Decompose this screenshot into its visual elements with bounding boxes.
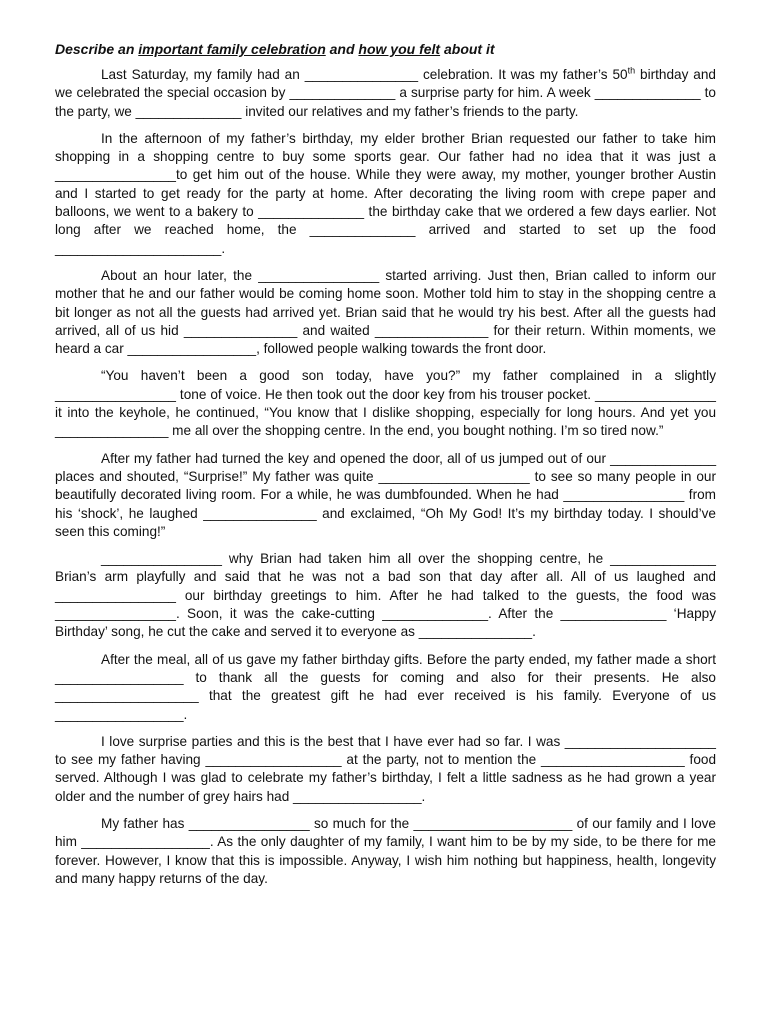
title-part-5: about it [440,41,495,57]
paragraph-6: ________________ why Brian had taken him all over the shopping centre, he ______________ Brian’s arm playfully and said that he was not a bad son that day after all. All of us laughed and ________________ our birthday greetings to him. After he had talked to the guests, the food was ________________. Soon, it was the cake-cutting ______________. After the ______________ ‘Happy Birthday’ song, he cut the cake and served it to everyone as _______________. [55,551,716,640]
paragraph-8: I love surprise parties and this is the best that I have ever had so far. I was ____________________ to see my father having __________________ at the party, not to mention the ___________________ food served. Although I was glad to celebrate my father’s birthday, I felt a little sadness as he had grown a year older and the number of grey hairs had _________________. [55,733,716,804]
paragraph-2: In the afternoon of my father’s birthday, my elder brother Brian requested our father to take him shopping in a shopping centre to buy some sports gear. Our father had no idea that it was just a ________________to get him out of the house. While they were away, my mother, younger brother Austin and I started to get ready for the party at home. After decorating the living room with crepe paper and balloons, we went to a bakery to ______________ the birthday cake that we ordered a few days earlier. Not long after we reached home, the ______________ arrived and started to set up the food ______________________. [55,130,716,256]
title-part-1: Describe an [55,41,139,57]
title-part-4: how you felt [358,41,441,57]
page-title [55,40,716,58]
paragraph-4: “You haven’t been a good son today, have you?” my father complained in a slightly ________________ tone of voice. He then took out the door key from his trouser pocket. ________________ it into the keyhole, he continued, “You know that I dislike shopping, especially for long hours. And yet you _______________ me all over the shopping centre. In the end, you bought nothing. I’m so tired now.” [55,368,716,439]
paragraph-1-text-a: Last Saturday, my family had an _______________ celebration. It was my father’s 50 [101,67,628,82]
paragraph-5: After my father had turned the key and opened the door, all of us jumped out of our ______________ places and shouted, “Surprise!” My father was quite ____________________ to see so many people in our beautifully decorated living room. For a while, he was dumbfounded. When he had ________________ from his ‘shock’, he laughed _______________ and exclaimed, “Oh My God! It’s my birthday today. I should’ve seen this coming!” [55,450,716,539]
title-part-2: important family celebration [138,41,326,57]
paragraph-1 [55,66,716,121]
paragraph-9: My father has ________________ so much for the _____________________ of our family and I love him _________________. As the only daughter of my family, I want him to be by my side, to be there for me forever. However, I know that this is impossible. Anyway, I wish him nothing but happiness, health, longevity and many happy returns of the day. [55,815,716,886]
paragraph-1-text-b: birthday and we celebrated the special occasion by ______________ a surprise party for him. A week ______________ to the party, we ______________ invited our relatives and my father’s friends to the party. [55,67,716,119]
paragraph-1-superscript: th [627,65,636,76]
title-part-3: and [325,41,359,57]
paragraph-7: After the meal, all of us gave my father birthday gifts. Before the party ended, my father made a short _________________ to thank all the guests for coming and also for their presents. He also ___________________ that the greatest gift he had ever received is his family. Everyone of us _________________. [55,651,716,722]
paragraph-3: About an hour later, the ________________ started arriving. Just then, Brian called to inform our mother that he and our father would be coming home soon. Mother told him to stay in the shopping centre a bit longer as not all the guests had arrived yet. Brian said that he would try his best. After all the guests had arrived, all of us hid _______________ and waited _______________ for their return. Within moments, we heard a car _________________, followed people walking towards the front door. [55,267,716,357]
